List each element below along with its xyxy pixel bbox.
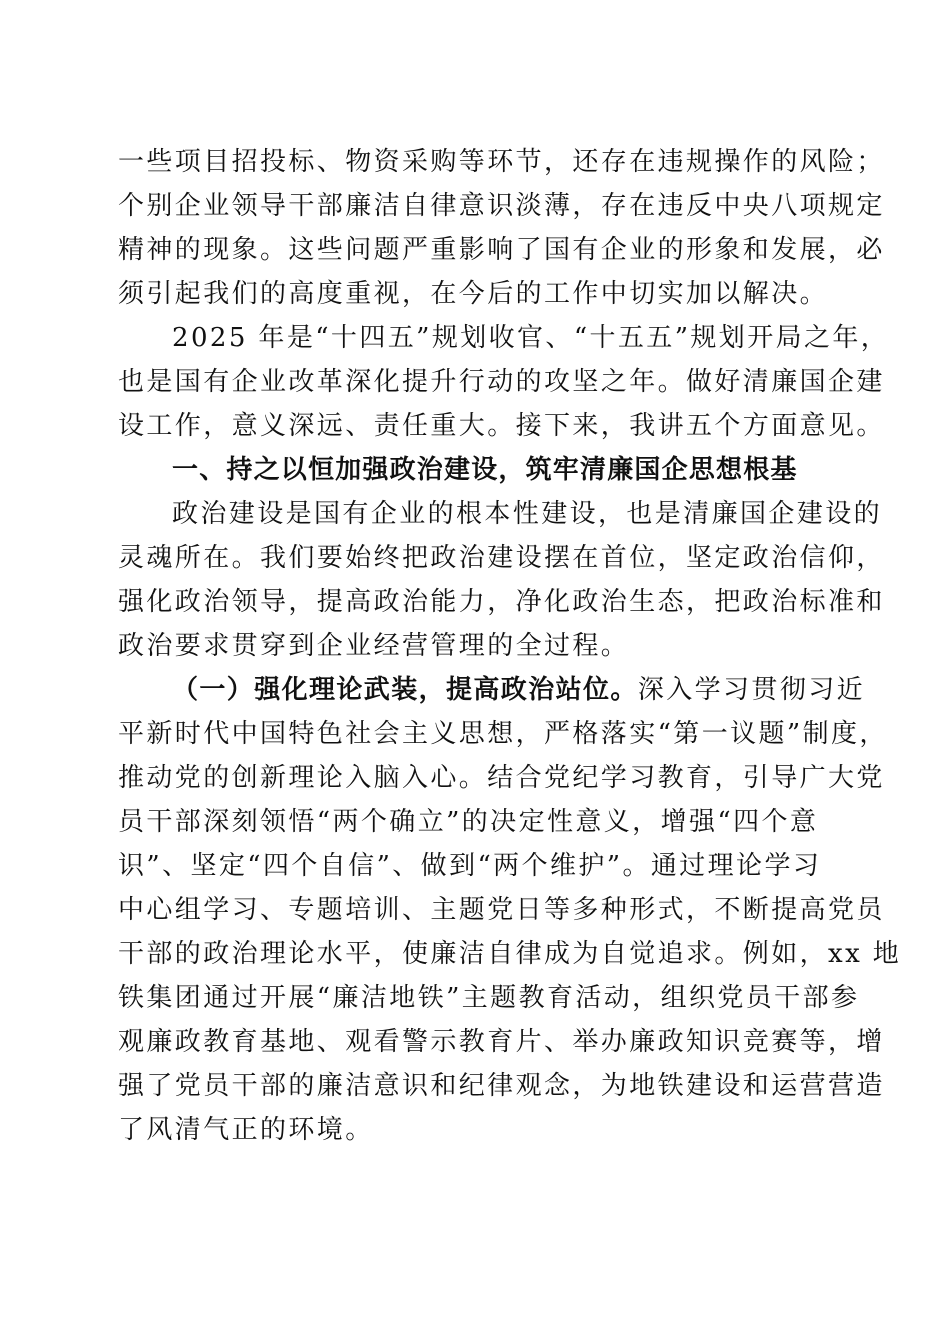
text-line: 政治要求贯穿到企业经营管理的全过程。 xyxy=(118,631,630,661)
text-line: 中心组学习、专题培训、主题党日等多种形式，不断提高党员 xyxy=(118,895,885,925)
text-run: 深入学习贯彻习近 xyxy=(637,675,866,705)
document-body xyxy=(118,140,902,1152)
text-line: 铁集团通过开展“廉洁地铁”主题教育活动，组织党员干部参 xyxy=(118,983,860,1013)
text-line: 政治建设是国有企业的根本性建设，也是清廉国企建设的 xyxy=(172,499,883,529)
text-line: 灵魂所在。我们要始终把政治建设摆在首位，坚定政治信仰， xyxy=(118,543,885,573)
text-line: 员干部深刻领悟“两个确立”的决定性意义，增强“四个意 xyxy=(118,807,819,837)
section-heading xyxy=(118,448,832,492)
text-line: 干部的政治理论水平，使廉洁自律成为自觉追求。例如，xx 地 xyxy=(118,939,902,969)
text-line: 也是国有企业改革深化提升行动的攻坚之年。做好清廉国企建 xyxy=(118,367,885,397)
paragraph-4 xyxy=(118,668,902,1152)
text-line: 个别企业领导干部廉洁自律意识淡薄，存在违反中央八项规定 xyxy=(118,191,885,221)
text-line: 一些项目招投标、物资采购等环节，还存在违规操作的风险； xyxy=(118,147,885,177)
text-line xyxy=(118,668,866,712)
text-line: 须引起我们的高度重视，在今后的工作中切实加以解决。 xyxy=(118,279,829,309)
subheading-lead: （一）强化理论武装，提高政治站位。 xyxy=(172,675,638,705)
text-line: 平新时代中国特色社会主义思想，严格落实“第一议题”制度， xyxy=(118,719,888,749)
text-line: 了风清气正的环境。 xyxy=(118,1115,374,1145)
text-line: 强化政治领导，提高政治能力，净化政治生态，把政治标准和 xyxy=(118,587,885,617)
text-line: 识”、坚定“四个自信”、做到“两个维护”。通过理论学习 xyxy=(118,851,822,881)
text-line: 观廉政教育基地、观看警示教育片、举办廉政知识竞赛等，增 xyxy=(118,1027,885,1057)
text-line: 强了党员干部的廉洁意识和纪律观念，为地铁建设和运营营造 xyxy=(118,1071,885,1101)
text-line: 推动党的创新理论入脑入心。结合党纪学习教育，引导广大党 xyxy=(118,763,885,793)
text-line: 2025 年是“十四五”规划收官、“十五五”规划开局之年， xyxy=(172,323,890,353)
paragraph-3 xyxy=(118,492,885,668)
heading-text: 一、持之以恒加强政治建设，筑牢清廉国企思想根基 xyxy=(172,455,798,485)
text-line: 精神的现象。这些问题严重影响了国有企业的形象和发展，必 xyxy=(118,235,885,265)
text-line: 设工作，意义深远、责任重大。接下来，我讲五个方面意见。 xyxy=(118,411,885,441)
paragraph-2 xyxy=(118,316,890,448)
paragraph-1 xyxy=(118,140,885,316)
